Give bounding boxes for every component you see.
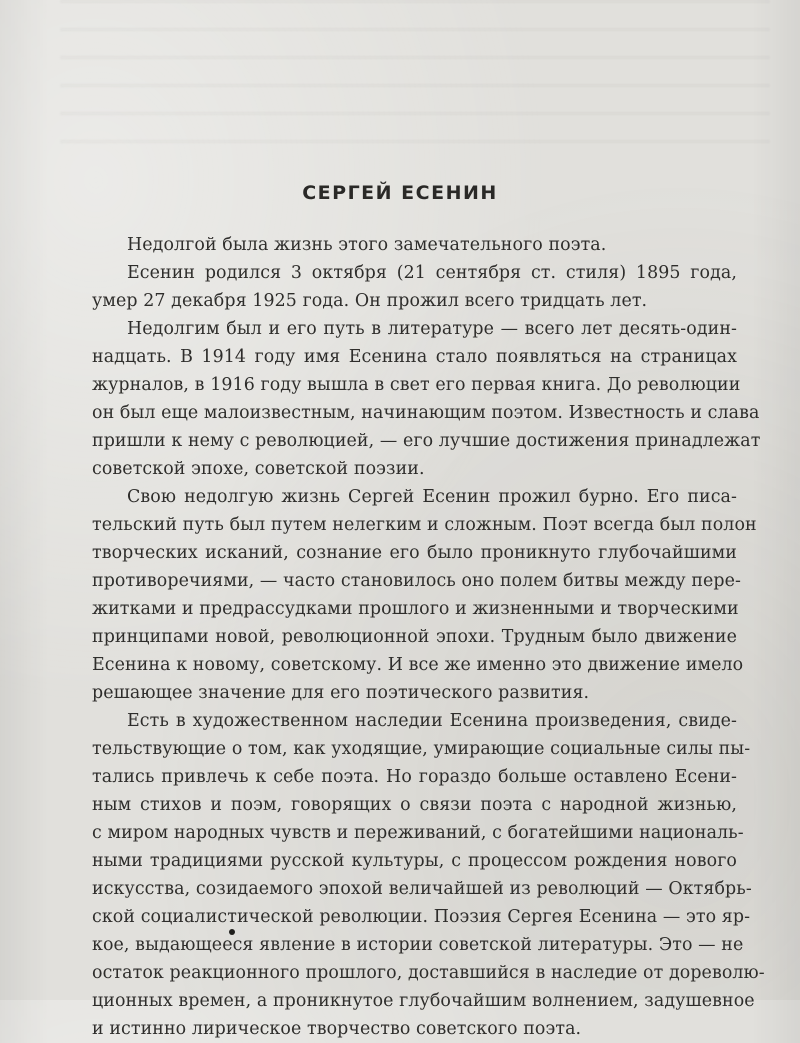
text-line: остаток реакционного прошлого, доставшийся в наследие от дореволю- [92, 963, 765, 983]
text-line: пришли к нему с революцией, — его лучшие достижения принадлежат [92, 431, 761, 451]
show-through-text [60, 0, 770, 150]
text-line: ными традициями русской культуры, с процессом рождения нового [92, 851, 737, 871]
text-line: надцать. В 1914 году имя Есенина стало появляться на страницах [92, 347, 737, 367]
text-line: принципами новой, революционной эпохи. Трудным было движение [92, 627, 737, 647]
text-line: Есенин родился 3 октября (21 сентября ст. стиля) 1895 года, [127, 263, 737, 283]
text-line: журналов, в 1916 году вышла в свет его первая книга. До революции [92, 375, 741, 395]
text-line: Свою недолгую жизнь Сергей Есенин прожил бурно. Его писа- [127, 487, 737, 507]
text-line: тались привлечь к себе поэта. Но гораздо больше оставлено Есени- [92, 767, 737, 787]
text-line: житками и предрассудками прошлого и жизненными и творческими [92, 599, 739, 619]
text-line: тельский путь был путем нелегким и сложным. Поэт всегда был полон [92, 515, 757, 535]
text-line: ской социалистической революции. Поэзия Сергея Есенина — это яр- [92, 907, 751, 927]
text-line: Недолгим был и его путь в литературе — всего лет десять-один- [127, 319, 737, 339]
text-line: советской эпохе, советской поэзии. [92, 459, 425, 479]
ink-speck [229, 929, 235, 935]
text-line: творческих исканий, сознание его было проникнуто глубочайшими [92, 543, 737, 563]
text-line: кое, выдающееся явление в истории советской литературы. Это — не [92, 935, 744, 955]
text-line: ционных времен, а проникнутое глубочайшим волнением, задушевное [92, 991, 755, 1011]
text-line: и истинно лирическое творчество советского поэта. [92, 1019, 582, 1039]
text-line: ным стихов и поэм, говорящих о связи поэта с народной жизнью, [92, 795, 737, 815]
text-line: Есть в художественном наследии Есенина произведения, свиде- [127, 711, 737, 731]
chapter-title: СЕРГЕЙ ЕСЕНИН [302, 182, 498, 204]
text-line: искусства, созидаемого эпохой величайшей из революций — Октябрь- [92, 879, 752, 899]
text-line: противоречиями, — часто становилось оно полем битвы между пере- [92, 571, 742, 591]
text-line: тельствующие о том, как уходящие, умирающие социальные силы пы- [92, 739, 751, 759]
text-line: решающее значение для его поэтического развития. [92, 683, 590, 703]
text-line: Есенина к новому, советскому. И все же именно это движение имело [92, 655, 744, 675]
text-line: умер 27 декабря 1925 года. Он прожил всего тридцать лет. [92, 291, 648, 311]
text-line: Недолгой была жизнь этого замечательного поэта. [127, 235, 607, 255]
text-line: он был еще малоизвестным, начинающим поэтом. Известность и слава [92, 403, 760, 423]
text-line: с миром народных чувств и переживаний, с богатейшими националь- [92, 823, 744, 843]
